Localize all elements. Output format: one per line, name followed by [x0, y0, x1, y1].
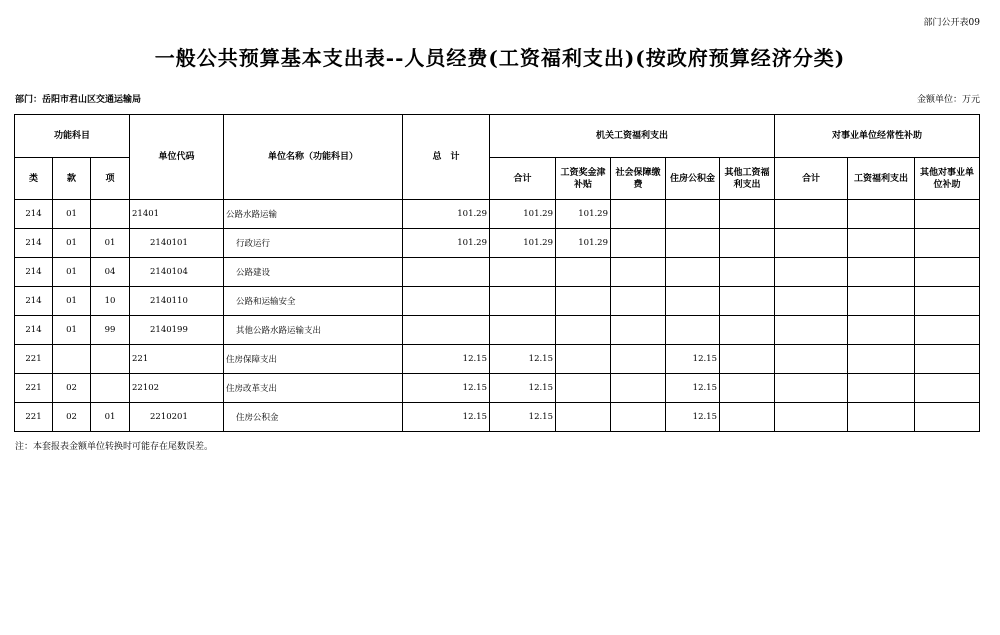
cell-b1 [775, 200, 848, 229]
cell-b1 [775, 229, 848, 258]
cell-name: 公路和运输安全 [224, 287, 403, 316]
cell-b1 [775, 403, 848, 432]
cell-xiang: 01 [91, 403, 130, 432]
cell-kuan: 01 [53, 287, 91, 316]
cell-b2 [848, 258, 915, 287]
cell-total [403, 287, 490, 316]
cell-b3 [915, 374, 980, 403]
cell-b3 [915, 229, 980, 258]
cell-a5 [720, 287, 775, 316]
cell-code: 2140110 [130, 287, 224, 316]
cell-a3 [611, 258, 666, 287]
cell-code: 2140104 [130, 258, 224, 287]
cell-a4 [666, 200, 720, 229]
cell-a1: 12.15 [490, 374, 556, 403]
header-agency-col: 合计 [490, 158, 556, 200]
cell-a5 [720, 374, 775, 403]
cell-a4: 12.15 [666, 345, 720, 374]
cell-a1 [490, 316, 556, 345]
cell-a1: 12.15 [490, 403, 556, 432]
table-row [15, 287, 980, 316]
cell-a5 [720, 403, 775, 432]
header-xiang: 项 [91, 158, 130, 200]
cell-a4 [666, 258, 720, 287]
cell-name: 其他公路水路运输支出 [224, 316, 403, 345]
cell-xiang: 99 [91, 316, 130, 345]
cell-xiang: 10 [91, 287, 130, 316]
cell-kuan: 02 [53, 374, 91, 403]
cell-xiang [91, 374, 130, 403]
cell-b1 [775, 258, 848, 287]
header-institution-col: 其他对事业单位补助 [915, 158, 980, 200]
table-row [15, 345, 980, 374]
cell-b3 [915, 345, 980, 374]
cell-a2 [556, 258, 611, 287]
cell-name: 住房公积金 [224, 403, 403, 432]
cell-lei: 221 [15, 345, 53, 374]
cell-lei: 214 [15, 287, 53, 316]
cell-a5 [720, 200, 775, 229]
cell-xiang [91, 345, 130, 374]
cell-b1 [775, 345, 848, 374]
table-row [15, 374, 980, 403]
cell-a1: 12.15 [490, 345, 556, 374]
table-row [15, 229, 980, 258]
cell-xiang: 01 [91, 229, 130, 258]
table-row [15, 403, 980, 432]
cell-a2 [556, 403, 611, 432]
cell-total: 12.15 [403, 374, 490, 403]
cell-b3 [915, 258, 980, 287]
cell-kuan [53, 345, 91, 374]
cell-code: 22102 [130, 374, 224, 403]
cell-a1: 101.29 [490, 229, 556, 258]
cell-a1 [490, 287, 556, 316]
cell-a5 [720, 258, 775, 287]
cell-a4 [666, 316, 720, 345]
header-agency-col: 社会保障缴费 [611, 158, 666, 200]
header-lei: 类 [15, 158, 53, 200]
cell-a3 [611, 229, 666, 258]
cell-b2 [848, 403, 915, 432]
cell-name: 住房保障支出 [224, 345, 403, 374]
cell-lei: 214 [15, 258, 53, 287]
cell-a5 [720, 316, 775, 345]
cell-code: 2140101 [130, 229, 224, 258]
cell-a3 [611, 200, 666, 229]
cell-total [403, 316, 490, 345]
cell-a4 [666, 287, 720, 316]
cell-a3 [611, 345, 666, 374]
cell-kuan: 01 [53, 200, 91, 229]
cell-name: 住房改革支出 [224, 374, 403, 403]
cell-xiang: 04 [91, 258, 130, 287]
cell-lei: 221 [15, 374, 53, 403]
cell-name: 公路水路运输 [224, 200, 403, 229]
cell-a5 [720, 345, 775, 374]
cell-a4: 12.15 [666, 374, 720, 403]
cell-a2 [556, 316, 611, 345]
cell-code: 2140199 [130, 316, 224, 345]
cell-kuan: 02 [53, 403, 91, 432]
header-total: 总 计 [403, 115, 490, 200]
cell-total: 12.15 [403, 345, 490, 374]
cell-kuan: 01 [53, 229, 91, 258]
cell-a3 [611, 316, 666, 345]
header-institution-col: 工资福利支出 [848, 158, 915, 200]
cell-lei: 214 [15, 229, 53, 258]
header-unit-code: 单位代码 [130, 115, 224, 200]
budget-table [14, 114, 980, 432]
header-agency-group: 机关工资福利支出 [490, 115, 775, 158]
header-kuan: 款 [53, 158, 91, 200]
cell-a1 [490, 258, 556, 287]
cell-kuan: 01 [53, 258, 91, 287]
cell-a2: 101.29 [556, 200, 611, 229]
cell-b3 [915, 403, 980, 432]
cell-xiang [91, 200, 130, 229]
cell-total: 101.29 [403, 229, 490, 258]
table-row [15, 316, 980, 345]
footnote: 注：本套报表金额单位转换时可能存在尾数误差。 [15, 442, 214, 452]
cell-a4: 12.15 [666, 403, 720, 432]
table-row [15, 200, 980, 229]
cell-b2 [848, 374, 915, 403]
amount-unit-label: 金额单位：万元 [916, 95, 980, 105]
cell-a2 [556, 345, 611, 374]
cell-total: 101.29 [403, 200, 490, 229]
cell-name: 行政运行 [224, 229, 403, 258]
cell-code: 2210201 [130, 403, 224, 432]
header-agency-col: 住房公积金 [666, 158, 720, 200]
cell-a5 [720, 229, 775, 258]
cell-total [403, 258, 490, 287]
cell-a2 [556, 287, 611, 316]
cell-name: 公路建设 [224, 258, 403, 287]
cell-code: 221 [130, 345, 224, 374]
cell-b1 [775, 287, 848, 316]
header-unit-name: 单位名称（功能科目） [224, 115, 403, 200]
cell-a3 [611, 374, 666, 403]
cell-lei: 221 [15, 403, 53, 432]
header-agency-col: 工资奖金津补贴 [556, 158, 611, 200]
report-number: 部门公开表09 [923, 18, 980, 28]
cell-b3 [915, 200, 980, 229]
department-label: 部门：岳阳市君山区交通运输局 [15, 95, 142, 105]
cell-total: 12.15 [403, 403, 490, 432]
cell-b3 [915, 287, 980, 316]
page-title: 一般公共预算基本支出表--人员经费(工资福利支出)(按政府预算经济分类) [154, 46, 846, 70]
header-agency-col: 其他工资福利支出 [720, 158, 775, 200]
cell-a2: 101.29 [556, 229, 611, 258]
cell-b3 [915, 316, 980, 345]
cell-b2 [848, 345, 915, 374]
cell-a3 [611, 287, 666, 316]
header-institution-col: 合计 [775, 158, 848, 200]
header-func-subject: 功能科目 [15, 115, 130, 158]
cell-b1 [775, 374, 848, 403]
cell-b2 [848, 229, 915, 258]
cell-kuan: 01 [53, 316, 91, 345]
cell-a2 [556, 374, 611, 403]
cell-lei: 214 [15, 316, 53, 345]
table-row [15, 258, 980, 287]
header-institution-group: 对事业单位经常性补助 [775, 115, 980, 158]
cell-a3 [611, 403, 666, 432]
cell-b2 [848, 316, 915, 345]
cell-b1 [775, 316, 848, 345]
cell-lei: 214 [15, 200, 53, 229]
cell-a4 [666, 229, 720, 258]
cell-code: 21401 [130, 200, 224, 229]
cell-b2 [848, 200, 915, 229]
cell-a1: 101.29 [490, 200, 556, 229]
cell-b2 [848, 287, 915, 316]
